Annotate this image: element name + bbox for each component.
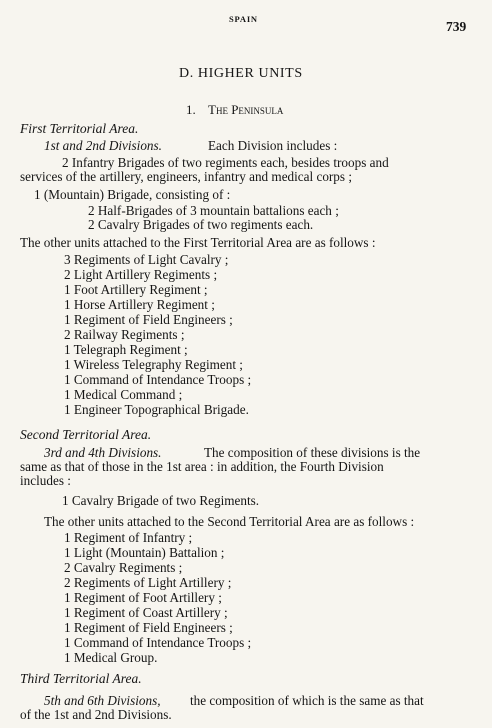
unit-list-item: 1 Regiment of Infantry ; xyxy=(64,530,193,545)
section-subtitle: The Peninsula xyxy=(208,102,284,117)
mountain-brigade-line: 1 (Mountain) Brigade, consisting of : xyxy=(34,187,231,202)
third-area-paragraph-line: of the 1st and 2nd Divisions. xyxy=(20,707,172,722)
unit-list-item: 1 Regiment of Coast Artillery ; xyxy=(64,605,228,620)
unit-list-item: 1 Medical Group. xyxy=(64,650,158,665)
first-area-divisions-text: Each Division includes : xyxy=(208,138,338,153)
section-title: D. HIGHER UNITS xyxy=(179,66,303,81)
second-area-other-units-intro: The other units attached to the Second Territorial Area are as follows : xyxy=(44,514,415,529)
first-area-divisions-label: 1st and 2nd Divisions. xyxy=(44,138,162,153)
first-area-paragraph-line: 2 Infantry Brigades of two regiments each, besides troops and xyxy=(62,155,389,170)
second-area-paragraph-line: includes : xyxy=(20,473,71,488)
first-area-other-units-intro: The other units attached to the First Territorial Area are as follows : xyxy=(20,235,376,250)
unit-list-item: 1 Regiment of Field Engineers ; xyxy=(64,312,233,327)
third-area-paragraph-line: the composition of which is the same as that xyxy=(190,693,424,708)
cavalry-brigades-line: 2 Cavalry Brigades of two regiments each. xyxy=(88,217,314,232)
section-subtitle-number: 1. xyxy=(186,102,196,117)
first-area-heading: First Territorial Area. xyxy=(20,121,139,136)
second-area-paragraph-line: same as that of those in the 1st area : in addition, the Fourth Division xyxy=(20,459,384,474)
third-area-divisions-label: 5th and 6th Divisions, xyxy=(44,693,161,708)
first-area-paragraph-line: services of the artillery, engineers, infantry and medical corps ; xyxy=(20,169,352,184)
unit-list-item: 3 Regiments of Light Cavalry ; xyxy=(64,252,229,267)
unit-list-item: 1 Command of Intendance Troops ; xyxy=(64,372,252,387)
unit-list-item: 2 Railway Regiments ; xyxy=(64,327,185,342)
unit-list-item: 1 Wireless Telegraphy Regiment ; xyxy=(64,357,243,372)
third-area-heading: Third Territorial Area. xyxy=(20,671,142,686)
unit-list-item: 1 Regiment of Field Engineers ; xyxy=(64,620,233,635)
unit-list-item: 1 Engineer Topographical Brigade. xyxy=(64,402,249,417)
unit-list-item: 2 Cavalry Regiments ; xyxy=(64,560,183,575)
running-title: SPAIN xyxy=(229,14,258,24)
page-number: 739 xyxy=(446,19,467,34)
unit-list-item: 1 Command of Intendance Troops ; xyxy=(64,635,252,650)
second-area-divisions-label: 3rd and 4th Divisions. xyxy=(44,445,162,460)
unit-list-item: 1 Light (Mountain) Battalion ; xyxy=(64,545,225,560)
unit-list-item: 2 Regiments of Light Artillery ; xyxy=(64,575,232,590)
unit-list-item: 2 Light Artillery Regiments ; xyxy=(64,267,218,282)
unit-list-item: 1 Regiment of Foot Artillery ; xyxy=(64,590,222,605)
second-area-paragraph-line: The composition of these divisions is the xyxy=(204,445,421,460)
unit-list-item: 1 Horse Artillery Regiment ; xyxy=(64,297,215,312)
unit-list-item: 1 Medical Command ; xyxy=(64,387,183,402)
cavalry-brigade-line: 1 Cavalry Brigade of two Regiments. xyxy=(62,493,260,508)
second-area-heading: Second Territorial Area. xyxy=(20,427,152,442)
half-brigades-line: 2 Half-Brigades of 3 mountain battalions each ; xyxy=(88,203,339,218)
unit-list-item: 1 Foot Artillery Regiment ; xyxy=(64,282,208,297)
unit-list-item: 1 Telegraph Regiment ; xyxy=(64,342,188,357)
